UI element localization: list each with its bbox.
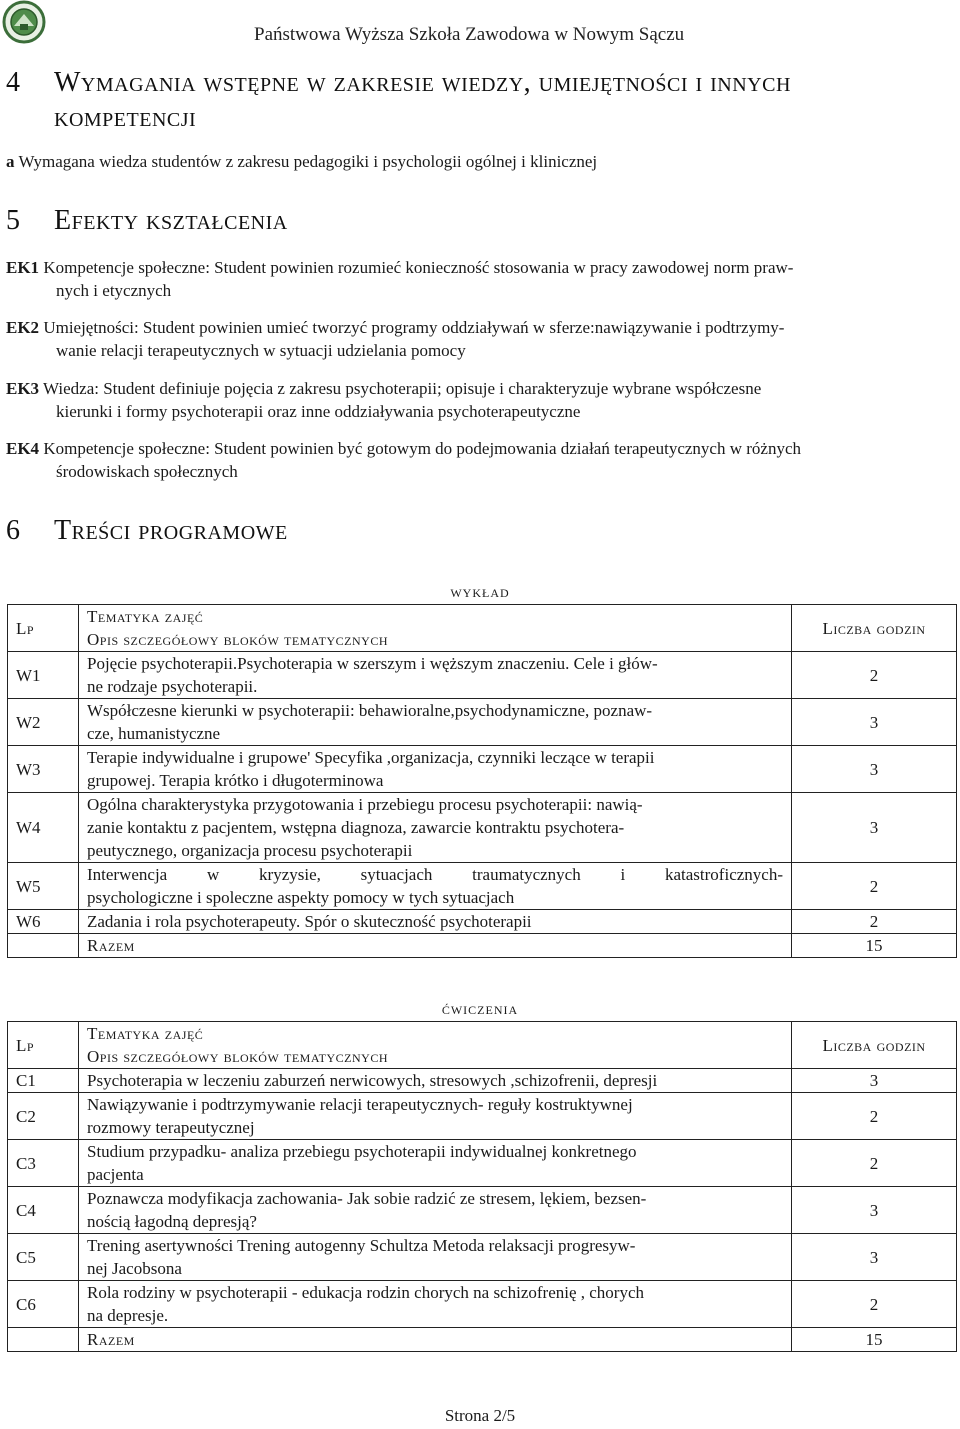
row-lp: W4	[8, 793, 79, 863]
row-topic-line1: Studium przypadku- analiza przebiegu psychoterapii indywidualnej konkretnego	[87, 1142, 637, 1161]
item-text: Wymagana wiedza studentów z zakresu pedagogiki i psychologii ogólnej i klinicznej	[18, 152, 598, 171]
row-topic-line2: zanie kontaktu z pacjentem, wstępna diagnoza, zawarcie kontraktu psychotera-	[87, 818, 625, 837]
table-header-row	[8, 1022, 957, 1069]
row-topic-line3: peutycznego, organizacja procesu psychoterapii	[87, 841, 413, 860]
row-lp: W5	[8, 863, 79, 910]
row-topic-line2: nej Jacobsona	[87, 1259, 182, 1278]
table-row	[8, 652, 957, 699]
section-4-heading	[6, 66, 791, 100]
table-row	[8, 1093, 957, 1140]
header-hours: Liczba godzin	[792, 1022, 957, 1069]
row-topic-line2: cze, humanistyczne	[87, 724, 221, 743]
row-topic-line1: Pojęcie psychoterapii.Psychoterapia w szerszym i węższym znaczeniu. Cele i głów-	[87, 654, 658, 673]
school-logo-icon	[2, 0, 46, 44]
row-hours: 2	[792, 910, 957, 934]
row-topic	[79, 746, 792, 793]
row-hours: 2	[792, 1093, 957, 1140]
row-topic-line1: Zadania i rola psychoterapeuty. Spór o skuteczność psychoterapii	[87, 912, 532, 931]
row-topic	[79, 1093, 792, 1140]
row-lp: W3	[8, 746, 79, 793]
exercises-table-caption: ćwiczenia	[441, 999, 519, 1018]
outcome-tag: EK2	[6, 318, 40, 337]
lecture-table	[7, 604, 957, 958]
row-topic-line2: ne rodzaje psychoterapii.	[87, 677, 258, 696]
header-topic	[79, 605, 792, 652]
total-hours: 15	[792, 1328, 957, 1352]
row-hours: 2	[792, 1281, 957, 1328]
total-empty-cell	[8, 1328, 79, 1352]
row-hours: 3	[792, 746, 957, 793]
total-label: Razem	[79, 1328, 792, 1352]
row-topic-line2: grupowej. Terapia krótko i długoterminowa	[87, 771, 384, 790]
row-topic	[79, 1234, 792, 1281]
table-row	[8, 863, 957, 910]
header-topic-line1: Tematyka zajęć	[87, 1024, 204, 1043]
row-hours: 2	[792, 1140, 957, 1187]
row-topic-line2: psychologiczne i spoleczne aspekty pomocy w tych sytuacjach	[87, 888, 515, 907]
header-topic-line2: Opis szczegółowy bloków tematycznych	[87, 1047, 389, 1066]
row-topic-line1: Trening asertywności Trening autogenny Schultza Metoda relaksacji progresyw-	[87, 1236, 636, 1255]
row-hours: 3	[792, 1069, 957, 1093]
header-lp: Lp	[8, 1022, 79, 1069]
row-lp: W1	[8, 652, 79, 699]
row-lp: C1	[8, 1069, 79, 1093]
row-topic-line1: Ogólna charakterystyka przygotowania i przebiegu procesu psychoterapii: nawią-	[87, 795, 643, 814]
row-hours: 2	[792, 652, 957, 699]
row-topic-line1: Terapie indywidualne i grupowe' Specyfika ,organizacja, czynniki leczące w terapii	[87, 748, 655, 767]
row-topic	[79, 1281, 792, 1328]
row-topic-line1: Nawiązywanie i podtrzymywanie relacji terapeutycznych- reguły kostruktywnej	[87, 1095, 633, 1114]
section-title: Efekty kształcenia	[54, 205, 288, 236]
learning-outcome-ek2	[6, 316, 954, 362]
school-name-header: Państwowa Wyższa Szkoła Zawodowa w Nowym Sączu	[254, 24, 685, 45]
row-topic-line1: Poznawcza modyfikacja zachowania- Jak sobie radzić ze stresem, lękiem, bezsen-	[87, 1189, 647, 1208]
header-topic	[79, 1022, 792, 1069]
row-lp: C4	[8, 1187, 79, 1234]
row-topic	[79, 1069, 792, 1093]
row-topic-line2: pacjenta	[87, 1165, 144, 1184]
lecture-table-caption: wykład	[450, 582, 510, 601]
outcome-tag: EK1	[6, 258, 40, 277]
outcome-tag: EK3	[6, 379, 40, 398]
row-hours: 3	[792, 793, 957, 863]
table-row	[8, 746, 957, 793]
outcome-text-line1: Kompetencje społeczne: Student powinien rozumieć konieczność stosowania w pracy zawodowej norm praw-	[43, 258, 794, 277]
row-topic-line1: Interwencja w kryzysie, sytuacjach traumatycznych i katastroficznych-	[87, 865, 783, 884]
section-number: 4	[6, 67, 21, 98]
row-hours: 3	[792, 699, 957, 746]
total-label: Razem	[79, 934, 792, 958]
total-hours: 15	[792, 934, 957, 958]
section-5-heading	[6, 204, 288, 238]
row-topic	[79, 652, 792, 699]
header-lp: Lp	[8, 605, 79, 652]
row-hours: 3	[792, 1234, 957, 1281]
row-lp: C2	[8, 1093, 79, 1140]
section-4-heading-line2: kompetencji	[54, 102, 197, 133]
learning-outcome-ek3	[6, 377, 954, 423]
row-hours: 2	[792, 863, 957, 910]
outcome-text-line2: wanie relacji terapeutycznych w sytuacji udzielania pomocy	[56, 341, 466, 360]
table-total-row	[8, 934, 957, 958]
outcome-text-line2: nych i etycznych	[56, 281, 172, 300]
row-lp: W6	[8, 910, 79, 934]
section-title: Treści programowe	[54, 515, 288, 546]
section-number: 5	[6, 205, 21, 236]
row-topic	[79, 1187, 792, 1234]
outcome-text-line1: Wiedza: Student definiuje pojęcia z zakresu psychoterapii; opisuje i charakteryzuje wybrane współczesne	[43, 379, 762, 398]
row-topic	[79, 793, 792, 863]
table-row	[8, 1069, 957, 1093]
item-tag: a	[6, 152, 15, 171]
table-row	[8, 1187, 957, 1234]
row-topic-line2: nością łagodną depresją?	[87, 1212, 257, 1231]
section-6-heading	[6, 514, 288, 548]
outcome-tag: EK4	[6, 439, 40, 458]
row-lp: C3	[8, 1140, 79, 1187]
row-lp: C6	[8, 1281, 79, 1328]
total-empty-cell	[8, 934, 79, 958]
row-topic-line1: Psychoterapia w leczeniu zaburzeń nerwicowych, stresowych ,schizofrenii, depresji	[87, 1071, 658, 1090]
row-topic-line2: rozmowy terapeutycznej	[87, 1118, 255, 1137]
header-topic-line1: Tematyka zajęć	[87, 607, 204, 626]
outcome-text-line1: Umiejętności: Student powinien umieć tworzyć programy oddziaływań w sferze:nawiązywanie i podtrzymy-	[43, 318, 785, 337]
row-topic-line1: Rola rodziny w psychoterapii - edukacja rodzin chorych na schizofrenię , chorych	[87, 1283, 645, 1302]
row-topic	[79, 863, 792, 910]
table-row	[8, 910, 957, 934]
table-row	[8, 699, 957, 746]
row-hours: 3	[792, 1187, 957, 1234]
page-number: Strona 2/5	[444, 1406, 516, 1425]
table-row	[8, 1234, 957, 1281]
outcome-text-line2: kierunki i formy psychoterapii oraz inne oddziaływania psychoterapeutyczne	[56, 402, 581, 421]
table-row	[8, 1281, 957, 1328]
section-title-line1: Wymagania wstępne w zakresie wiedzy, umiejętności i innych	[54, 67, 791, 98]
header-hours: Liczba godzin	[792, 605, 957, 652]
header-topic-line2: Opis szczegółowy bloków tematycznych	[87, 630, 389, 649]
table-row	[8, 1140, 957, 1187]
learning-outcome-ek4	[6, 437, 954, 483]
row-topic-line2: na depresje.	[87, 1306, 169, 1325]
learning-outcome-ek1	[6, 256, 954, 302]
exercises-table	[7, 1021, 957, 1352]
outcome-text-line2: środowiskach społecznych	[56, 462, 238, 481]
table-header-row	[8, 605, 957, 652]
section-number: 6	[6, 515, 21, 546]
outcome-text-line1: Kompetencje społeczne: Student powinien być gotowym do podejmowania działań terapeutycznych w różnych	[43, 439, 801, 458]
row-topic-line1: Współczesne kierunki w psychoterapii: behawioralne,psychodynamiczne, poznaw-	[87, 701, 653, 720]
table-row	[8, 793, 957, 863]
row-lp: W2	[8, 699, 79, 746]
row-lp: C5	[8, 1234, 79, 1281]
prerequisite-item	[6, 151, 597, 173]
row-topic	[79, 1140, 792, 1187]
row-topic	[79, 910, 792, 934]
row-topic	[79, 699, 792, 746]
table-total-row	[8, 1328, 957, 1352]
